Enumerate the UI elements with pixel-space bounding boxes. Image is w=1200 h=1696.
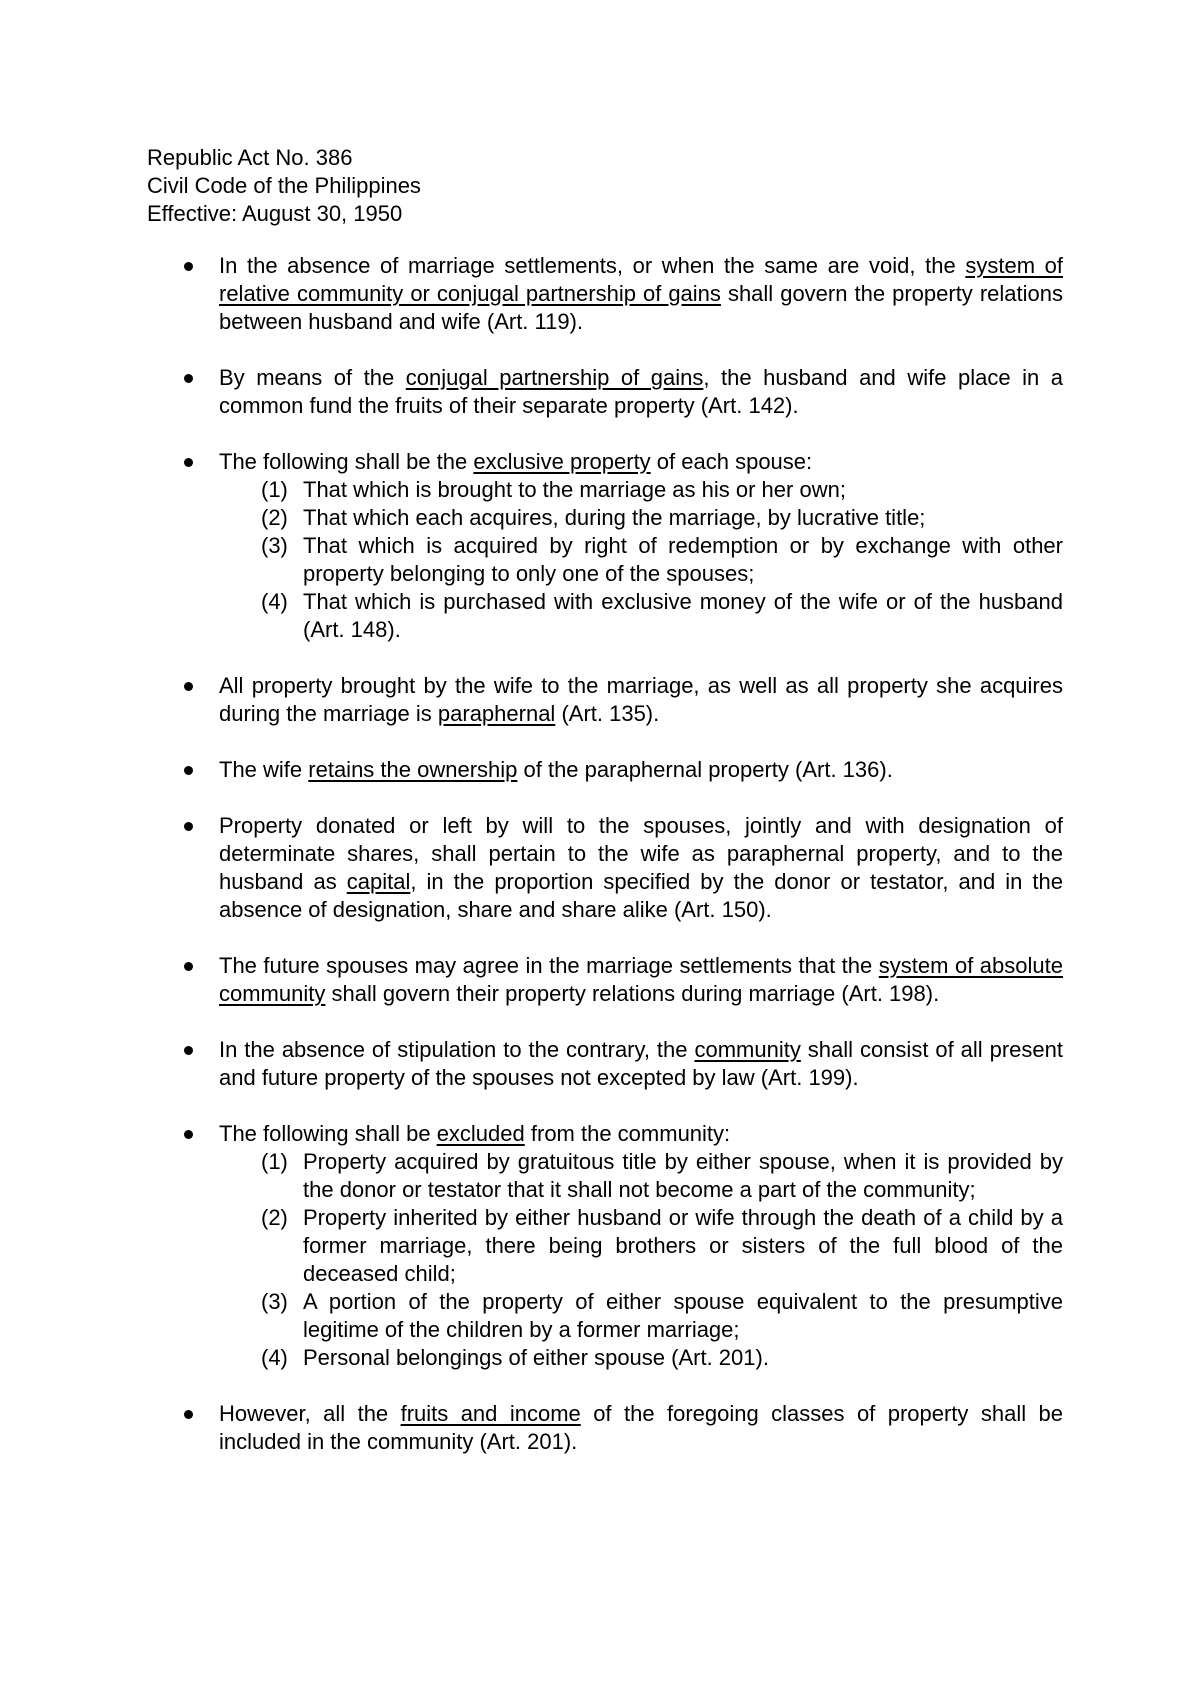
sub-item-text: That which is purchased with exclusive money of the wife or of the husband (Art. 148). (303, 589, 1063, 642)
text-segment: The following shall be (219, 1121, 437, 1146)
sub-item-number: (4) (261, 589, 288, 614)
provision-text (219, 365, 1063, 418)
act-number: Republic Act No. 386 (147, 145, 353, 170)
sub-item-number: (1) (261, 1149, 288, 1174)
text-segment: The following shall be the (219, 449, 474, 474)
sub-item-number: (2) (261, 1205, 288, 1230)
provision-item (147, 672, 1063, 728)
provision-text (219, 813, 1063, 922)
provision-text (219, 953, 1063, 1006)
effective-date: Effective: August 30, 1950 (147, 201, 403, 226)
provisions-list (147, 252, 1063, 1456)
underlined-term: retains the ownership (308, 757, 518, 782)
provision-text (219, 1121, 730, 1146)
sub-list-item (261, 1344, 1063, 1372)
sub-item-number: (3) (261, 1289, 288, 1314)
bullet-icon (184, 822, 193, 831)
text-segment: , in the proportion specified by the donor or testator, and in the absence of designation, share and share alike (Art. 150). (219, 869, 1063, 922)
provision-item (147, 252, 1063, 336)
provision-text (219, 1037, 1063, 1090)
sub-list (219, 476, 1063, 644)
provision-item (147, 812, 1063, 924)
text-segment: The wife (219, 757, 309, 782)
provision-item (147, 952, 1063, 1008)
text-segment: of each spouse: (650, 449, 813, 474)
provision-item (147, 756, 1063, 784)
provision-item (147, 1036, 1063, 1092)
document-page (147, 144, 1063, 1484)
sub-list-item (261, 1148, 1063, 1204)
provision-text (219, 1401, 1063, 1454)
underlined-term: excluded (436, 1121, 525, 1146)
text-segment: Property donated or left by will to the spouses, jointly and with designation of determinate shares, shall pertain to the wife as paraphernal property, and to the husband as (219, 813, 1063, 894)
sub-item-text: Property inherited by either husband or wife through the death of a child by a former marriage, there being brothers or sisters of the full blood of the deceased child; (303, 1205, 1063, 1286)
bullet-icon (184, 766, 193, 775)
sub-item-text: That which is acquired by right of redemption or by exchange with other property belonging to only one of the spouses; (303, 533, 1063, 586)
text-segment: shall govern the property relations between husband and wife (Art. 119). (219, 281, 1063, 334)
bullet-icon (184, 682, 193, 691)
text-segment: In the absence of stipulation to the contrary, the (219, 1037, 695, 1062)
document-header (147, 144, 1063, 228)
bullet-icon (184, 374, 193, 383)
underlined-term: exclusive property (473, 449, 651, 474)
sub-list-item (261, 1204, 1063, 1288)
sub-list-item (261, 504, 1063, 532)
sub-list (219, 1148, 1063, 1372)
sub-item-text: That which is brought to the marriage as his or her own; (303, 477, 846, 502)
underlined-term: capital (346, 869, 411, 894)
text-segment: of the foregoing classes of property shall be included in the community (Art. 201). (219, 1401, 1064, 1454)
text-segment: However, all the (219, 1401, 401, 1426)
sub-item-number: (2) (261, 505, 288, 530)
text-segment: of the paraphernal property (Art. 136). (517, 757, 893, 782)
text-segment: In the absence of marriage settlements, or when the same are void, the (219, 253, 966, 278)
provision-item (147, 364, 1063, 420)
text-segment: All property brought by the wife to the marriage, as well as all property she acquires during the marriage is (219, 673, 1063, 726)
bullet-icon (184, 262, 193, 271)
sub-list-item (261, 588, 1063, 644)
provision-item (147, 448, 1063, 644)
underlined-term: fruits and income (400, 1401, 581, 1426)
provision-text (219, 757, 893, 782)
sub-item-text: That which each acquires, during the marriage, by lucrative title; (303, 505, 926, 530)
underlined-term: conjugal partnership of gains (405, 365, 704, 390)
bullet-icon (184, 1130, 193, 1139)
bullet-icon (184, 1410, 193, 1419)
provision-item (147, 1400, 1063, 1456)
underlined-term: system of absolute community (219, 953, 1063, 1006)
sub-item-number: (3) (261, 533, 288, 558)
text-segment: (Art. 135). (555, 701, 660, 726)
provision-text (219, 449, 812, 474)
sub-item-number: (1) (261, 477, 288, 502)
bullet-icon (184, 1046, 193, 1055)
sub-list-item (261, 476, 1063, 504)
provision-text (219, 253, 1063, 334)
underlined-term: system of relative community or conjugal partnership of gains (219, 253, 1063, 306)
sub-list-item (261, 532, 1063, 588)
text-segment: By means of the (219, 365, 406, 390)
sub-list-item (261, 1288, 1063, 1344)
text-segment: The future spouses may agree in the marriage settlements that the (219, 953, 879, 978)
underlined-term: community (694, 1037, 801, 1062)
provision-text (219, 673, 1063, 726)
underlined-term: paraphernal (437, 701, 556, 726)
text-segment: shall govern their property relations during marriage (Art. 198). (325, 981, 940, 1006)
text-segment: shall consist of all present and future property of the spouses not excepted by law (Art. 199). (219, 1037, 1063, 1090)
sub-item-text: A portion of the property of either spouse equivalent to the presumptive legitime of the children by a former marriage; (303, 1289, 1063, 1342)
sub-item-text: Property acquired by gratuitous title by either spouse, when it is provided by the donor or testator that it shall not become a part of the community; (303, 1149, 1063, 1202)
code-title: Civil Code of the Philippines (147, 173, 421, 198)
sub-item-text: Personal belongings of either spouse (Art. 201). (303, 1345, 769, 1370)
text-segment: , the husband and wife place in a common fund the fruits of their separate property (Art. 142). (219, 365, 1063, 418)
provision-item (147, 1120, 1063, 1372)
sub-item-number: (4) (261, 1345, 288, 1370)
text-segment: from the community: (524, 1121, 731, 1146)
bullet-icon (184, 458, 193, 467)
bullet-icon (184, 962, 193, 971)
